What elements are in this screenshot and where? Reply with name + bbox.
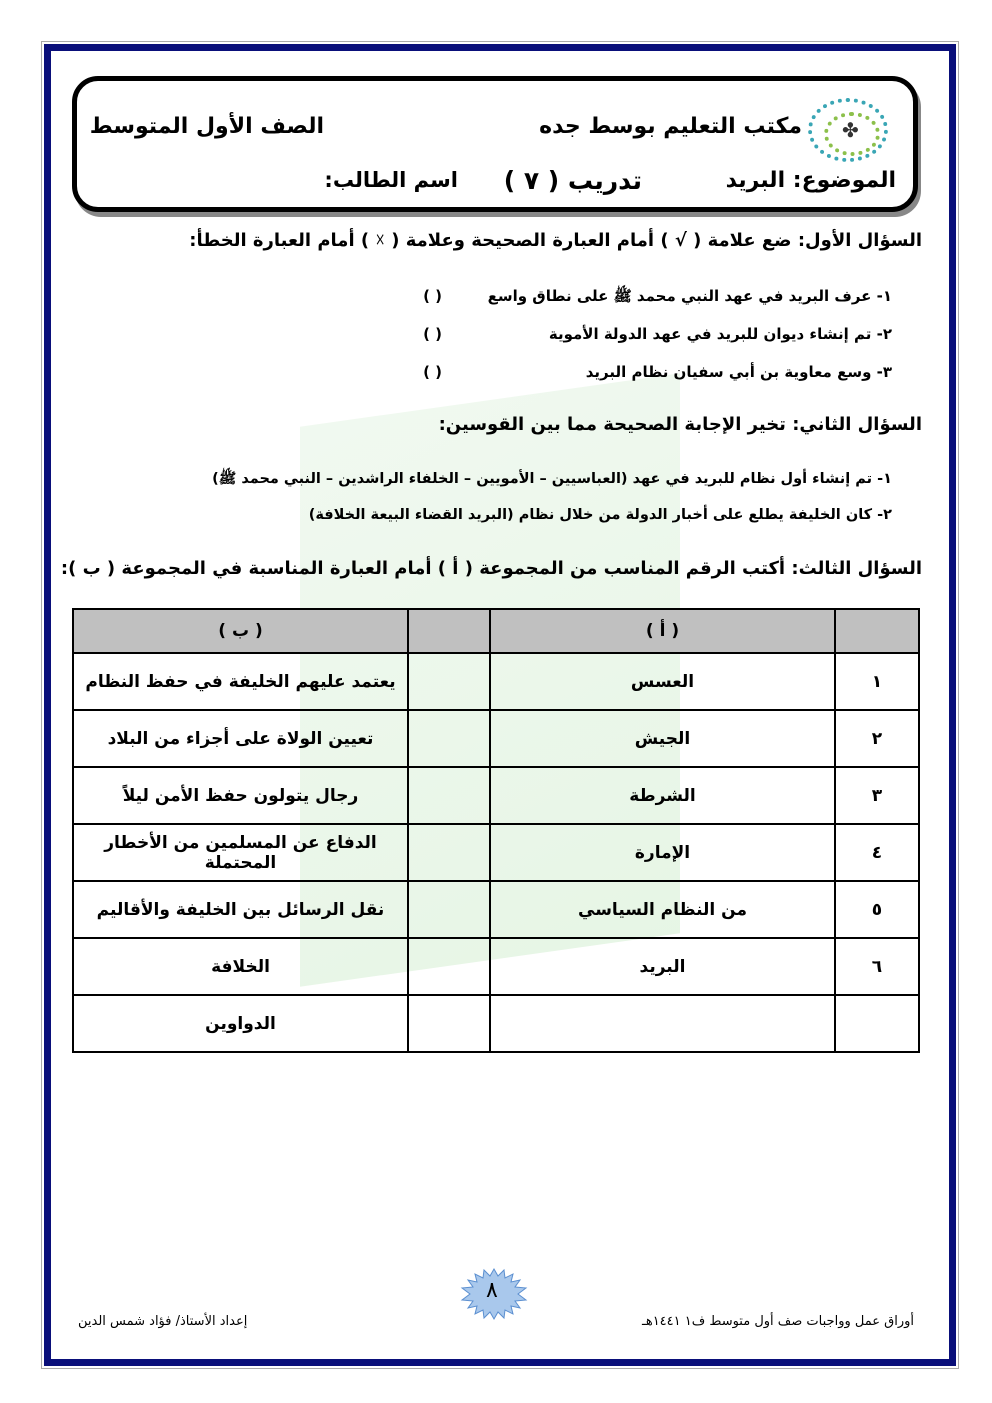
palm-swords-icon: ✤ [842,118,859,142]
grade: الصف الأول المتوسط [89,114,324,139]
row-number: ٣ [835,767,919,824]
ministry-logo [808,98,888,162]
col-a-cell: الإمارة [490,824,835,881]
training-number: تدريب ( ٧ ) [503,166,642,195]
col-b-cell: تعيين الولاة على أجزاء من البلاد [73,710,408,767]
q2-title: السؤال الثاني: تخير الإجابة الصحيحة مما بين القوسين: [438,414,922,435]
col-a-cell: العسس [490,653,835,710]
student-name-label: اسم الطالب: [324,168,458,192]
page-number: ٨ [486,1278,498,1303]
row-number: ٤ [835,824,919,881]
col-a-cell: الشرطة [490,767,835,824]
table-row [73,938,919,995]
col-a-cell: الجيش [490,710,835,767]
q1-item: ٢- تم إنشاء ديوان للبريد في عهد الدولة الأموية [548,325,892,343]
answer-cell[interactable] [408,824,490,881]
row-number: ٥ [835,881,919,938]
table-header-row [73,609,919,653]
col-b-cell: نقل الرسائل بين الخليفة والأقاليم [73,881,408,938]
col-a-header: ( أ ) [490,609,835,653]
answer-cell[interactable] [408,710,490,767]
q2-item: ١- تم إنشاء أول نظام للبريد في عهد (العباسيين – الأمويين – الخلفاء الراشدين – النبي محمد ﷺ) [212,471,892,487]
q1-item: ١- عرف البريد في عهد النبي محمد ﷺ على نطاق واسع [487,287,892,305]
matching-table [72,608,920,1053]
row-number: ٦ [835,938,919,995]
col-b-cell: الدواوين [73,995,408,1052]
col-b-cell: الدفاع عن المسلمين من الأخطار المحتملة [73,824,408,881]
answer-cell[interactable] [408,938,490,995]
col-a-cell: من النظام السياسي [490,881,835,938]
row-number: ٢ [835,710,919,767]
table-row [73,995,919,1052]
row-number: ١ [835,653,919,710]
q1-title: السؤال الأول: ضع علامة ( √ ) أمام العبارة الصحيحة وعلامة ( ☓ ) أمام العبارة الخطأ: [189,230,922,251]
table-row [73,767,919,824]
answer-cell[interactable] [408,653,490,710]
q1-answer-blank[interactable]: ( ) [423,325,442,343]
q1-item: ٣- وسع معاوية بن أبي سفيان نظام البريد [585,363,892,381]
q2-item: ٢- كان الخليفة يطلع على أخبار الدولة من خلال نظام (البريد القضاء البيعة الخلافة) [308,507,892,523]
footer-author: إعداد الأستاذ/ فؤاد شمس الدين [78,1314,248,1329]
col-a-cell: البريد [490,938,835,995]
answer-header [408,609,490,653]
footer-title: أوراق عمل وواجبات صف أول متوسط ف١ ١٤٤١هـ [642,1314,914,1329]
answer-cell[interactable] [408,995,490,1052]
office-name: مكتب التعليم بوسط جده [539,114,802,139]
subject: الموضوع: البريد [725,168,896,193]
q1-answer-blank[interactable]: ( ) [423,363,442,381]
col-b-cell: رجال يتولون حفظ الأمن ليلاً [73,767,408,824]
number-header [835,609,919,653]
table-row [73,653,919,710]
table-row [73,881,919,938]
table-row [73,824,919,881]
q3-title: السؤال الثالث: أكتب الرقم المناسب من المجموعة ( أ ) أمام العبارة المناسبة في المجموعة ( ب ): [60,558,922,579]
col-b-cell: يعتمد عليهم الخليفة في حفظ النظام [73,653,408,710]
col-a-cell [490,995,835,1052]
answer-cell[interactable] [408,767,490,824]
table-row [73,710,919,767]
q1-answer-blank[interactable]: ( ) [423,287,442,305]
col-b-cell: الخلافة [73,938,408,995]
answer-cell[interactable] [408,881,490,938]
col-b-header: ( ب ) [73,609,408,653]
row-number [835,995,919,1052]
